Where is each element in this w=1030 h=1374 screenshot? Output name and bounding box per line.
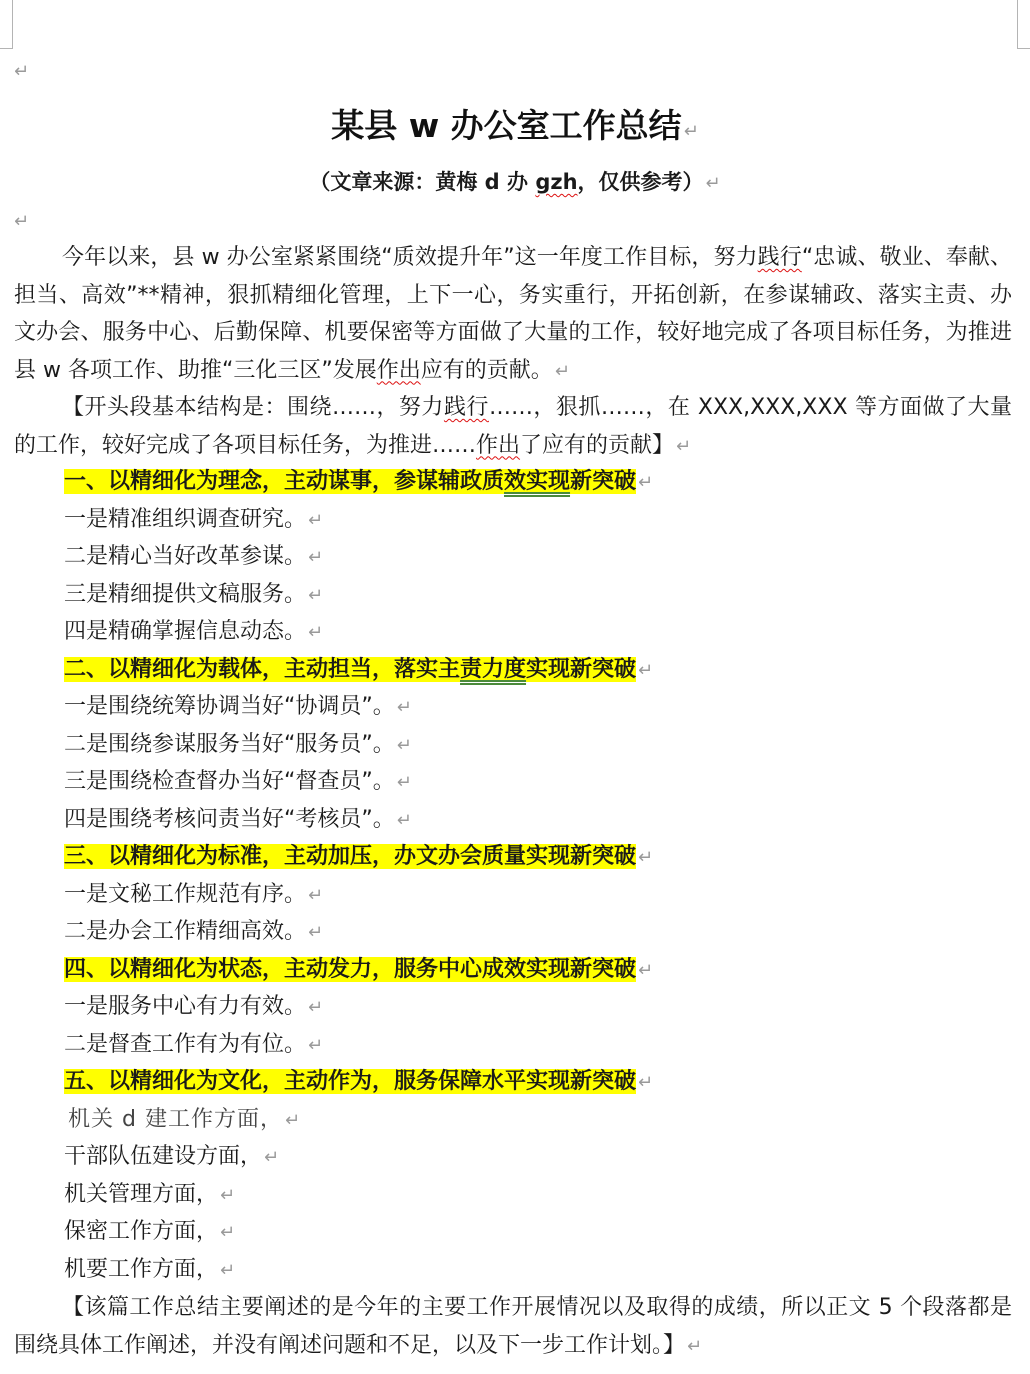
page-corner-mark-left-h xyxy=(0,48,13,49)
section-heading-4[interactable] xyxy=(64,955,653,986)
list-item[interactable] xyxy=(64,617,323,648)
paragraph-mark-icon: ↵ xyxy=(14,211,30,232)
section-heading-1-underlined: 效实现 xyxy=(504,469,571,494)
section-heading-1-text-post: 新突破 xyxy=(570,469,637,494)
list-item-text: 机要工作方面， xyxy=(64,1257,219,1282)
list-item-text: 四是围绕考核问责当好“考核员”。 xyxy=(64,807,395,832)
list-item[interactable] xyxy=(64,880,323,911)
list-item[interactable] xyxy=(64,505,323,536)
paragraph-mark-icon: ↵ xyxy=(638,472,654,493)
intro-text-1: 今年以来，县 w 办公室紧紧围绕“质效提升年”这一年度工作目标，努力 xyxy=(62,245,758,270)
intro-paragraph[interactable] xyxy=(14,239,1012,390)
list-item[interactable] xyxy=(64,542,323,573)
list-item[interactable] xyxy=(68,1105,301,1136)
closing-note-text: 【该篇工作总结主要阐述的是今年的主要工作开展情况以及取得的成绩，所以正文 5 个段落都是围绕具体工作阐述，并没有阐述问题和不足，以及下一步工作计划。】 xyxy=(14,1295,1012,1358)
paragraph-mark-icon: ↵ xyxy=(396,735,412,756)
page-corner-mark-right xyxy=(1017,0,1018,48)
list-item-text: 四是精确掌握信息动态。 xyxy=(64,619,307,644)
list-item-text: 机关管理方面， xyxy=(64,1182,219,1207)
paragraph-mark-icon: ↵ xyxy=(220,1260,236,1281)
structure-note-text-2: ……，狠抓……，在 XXX,XXX,XXX 等方面做了大量的工作，较好完成了各项目标任务，为推进…… xyxy=(14,395,1012,458)
paragraph-mark-icon: ↵ xyxy=(220,1185,236,1206)
list-item[interactable] xyxy=(64,992,323,1023)
intro-text-3: 应有的贡献。 xyxy=(420,357,553,383)
section-heading-2-text: 二、以精细化为载体，主动担当，落实主 xyxy=(64,657,461,682)
paragraph-mark-icon: ↵ xyxy=(396,697,412,718)
section-heading-2[interactable] xyxy=(64,655,653,686)
section-heading-1[interactable] xyxy=(64,467,653,498)
intro-spellcheck-word-1: 践行 xyxy=(757,245,802,270)
section-heading-5-text: 五、以精细化为文化，主动作为，服务保障水平实现新突破 xyxy=(64,1069,637,1094)
list-item-text: 一是服务中心有力有效。 xyxy=(64,994,307,1019)
subtitle-spellcheck-word: gzh xyxy=(535,170,578,194)
subtitle-text-pre: （文章来源：黄梅 d 办 xyxy=(309,170,536,194)
list-item[interactable] xyxy=(64,692,412,723)
list-item[interactable] xyxy=(64,1255,235,1286)
paragraph-mark-icon: ↵ xyxy=(396,810,412,831)
structure-note-spellcheck-word-1: 践行 xyxy=(443,395,489,420)
structure-note-text-1: 【开头段基本结构是：围绕……，努力 xyxy=(62,395,444,420)
empty-paragraph-2 xyxy=(12,206,29,237)
paragraph-mark-icon: ↵ xyxy=(14,61,30,82)
list-item-text: 三是围绕检查督办当好“督查员”。 xyxy=(64,769,395,794)
list-item-text: 二是督查工作有为有位。 xyxy=(64,1032,307,1057)
section-heading-3-text: 三、以精细化为标准，主动加压，办文办会质量实现新突破 xyxy=(64,844,637,869)
page-corner-mark-right-h xyxy=(1017,48,1030,49)
paragraph-mark-icon: ↵ xyxy=(308,1035,324,1056)
intro-text-2: “忠诚、敬业、奉献、担当、高效”**精神，狠抓精细化管理，上下一心，务实重行，开拓创新，在参谋辅政、落实主责、办文办会、服务中心、后勤保障、机要保密等方面做了大量的工作，较好地完成了各项目标任务，为推进县 w 各项工作、助推“三化三区”发展 xyxy=(14,245,1012,383)
list-item-text: 二是精心当好改革参谋。 xyxy=(64,544,307,569)
paragraph-mark-icon: ↵ xyxy=(308,997,324,1018)
list-item-text: 二是围绕参谋服务当好“服务员”。 xyxy=(64,732,395,757)
structure-note-text-3: 了应有的贡献】 xyxy=(520,432,675,458)
paragraph-mark-icon: ↵ xyxy=(308,510,324,531)
list-item-text: 干部队伍建设方面， xyxy=(64,1144,263,1169)
list-item[interactable] xyxy=(64,805,412,836)
paragraph-mark-icon: ↵ xyxy=(638,960,654,981)
subtitle-text-post: ，仅供参考） xyxy=(577,170,704,194)
section-heading-3[interactable] xyxy=(64,842,653,873)
paragraph-mark-icon: ↵ xyxy=(308,547,324,568)
paragraph-mark-icon: ↵ xyxy=(638,1072,654,1093)
list-item[interactable] xyxy=(64,1180,235,1211)
paragraph-mark-icon: ↵ xyxy=(638,660,654,681)
list-item[interactable] xyxy=(64,767,412,798)
title-text: 某县 w 办公室工作总结 xyxy=(331,106,682,145)
paragraph-mark-icon: ↵ xyxy=(264,1147,280,1168)
paragraph-mark-icon: ↵ xyxy=(687,1335,703,1357)
structure-note-paragraph[interactable] xyxy=(14,389,1012,465)
paragraph-mark-icon: ↵ xyxy=(676,435,692,457)
document-subtitle[interactable] xyxy=(0,167,1030,199)
paragraph-mark-icon: ↵ xyxy=(638,847,654,868)
list-item-text: 机关 d 建工作方面， xyxy=(68,1107,283,1132)
page-corner-mark-left xyxy=(12,0,13,48)
section-heading-2-text-post: 实现新突破 xyxy=(526,657,637,682)
list-item[interactable] xyxy=(64,1142,279,1173)
list-item[interactable] xyxy=(64,917,323,948)
section-heading-4-text: 四、以精细化为状态，主动发力，服务中心成效实现新突破 xyxy=(64,957,637,982)
paragraph-mark-icon: ↵ xyxy=(220,1222,236,1243)
paragraph-mark-icon: ↵ xyxy=(284,1110,302,1131)
list-item-text: 二是办会工作精细高效。 xyxy=(64,919,307,944)
list-item-text: 一是文秘工作规范有序。 xyxy=(64,882,307,907)
list-item-text: 三是精细提供文稿服务。 xyxy=(64,582,307,607)
paragraph-mark-icon: ↵ xyxy=(705,173,721,194)
intro-spellcheck-word-2: 作出 xyxy=(376,357,421,383)
empty-paragraph-1 xyxy=(12,56,29,87)
section-heading-2-underlined: 责力度 xyxy=(460,657,527,682)
paragraph-mark-icon: ↵ xyxy=(308,885,324,906)
paragraph-mark-icon: ↵ xyxy=(308,622,324,643)
list-item[interactable] xyxy=(64,580,323,611)
list-item-text: 保密工作方面， xyxy=(64,1219,219,1244)
list-item[interactable] xyxy=(64,1217,235,1248)
section-heading-5[interactable] xyxy=(64,1067,653,1098)
list-item-text: 一是精准组织调查研究。 xyxy=(64,507,307,532)
paragraph-mark-icon: ↵ xyxy=(554,360,570,382)
paragraph-mark-icon: ↵ xyxy=(308,922,324,943)
list-item-text: 一是围绕统筹协调当好“协调员”。 xyxy=(64,694,395,719)
document-title[interactable] xyxy=(0,104,1030,154)
list-item[interactable] xyxy=(64,730,412,761)
paragraph-mark-icon: ↵ xyxy=(308,585,324,606)
structure-note-spellcheck-word-2: 作出 xyxy=(476,432,521,458)
list-item[interactable] xyxy=(64,1030,323,1061)
closing-note-paragraph[interactable] xyxy=(14,1289,1012,1365)
section-heading-1-text: 一、以精细化为理念，主动谋事，参谋辅政质 xyxy=(64,469,505,494)
paragraph-mark-icon: ↵ xyxy=(683,121,699,142)
paragraph-mark-icon: ↵ xyxy=(396,772,412,793)
